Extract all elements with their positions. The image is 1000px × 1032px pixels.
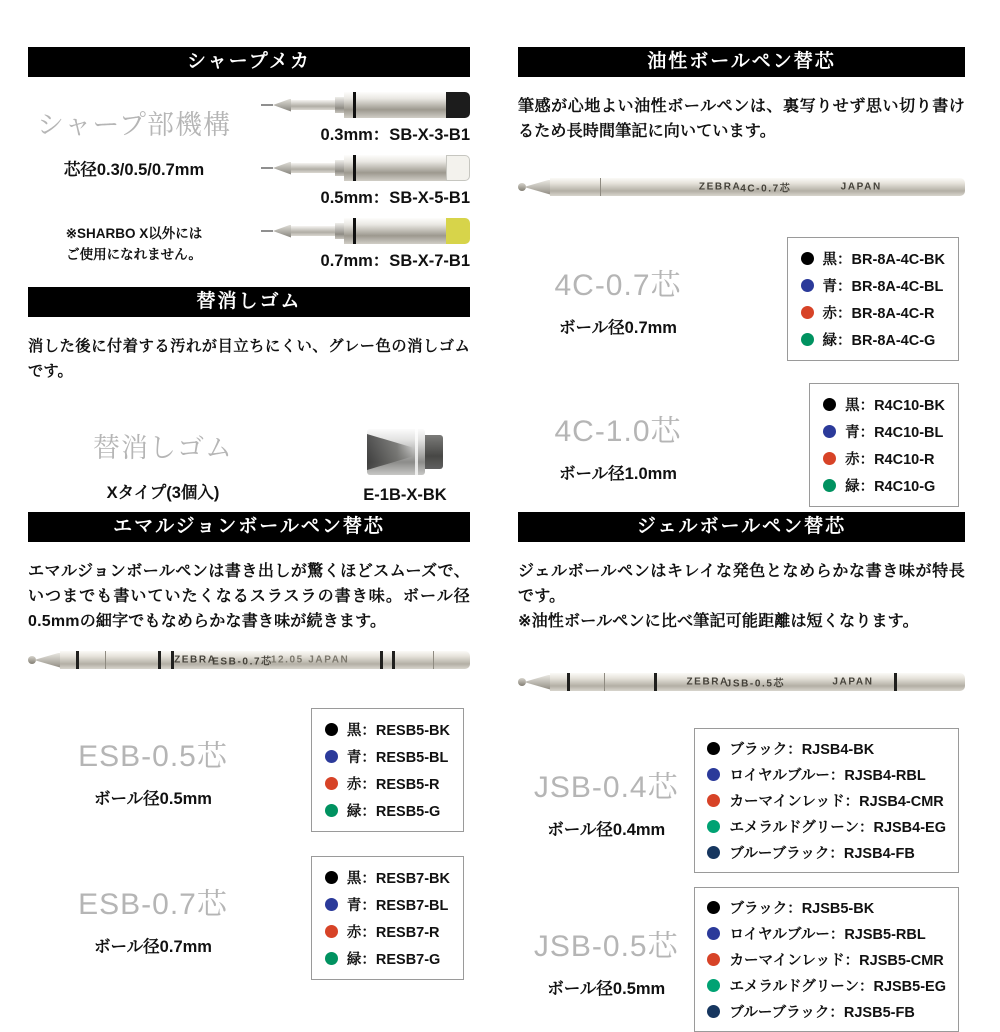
product-row (28, 708, 470, 832)
color-code: エメラルドグリーン：RJSB4-EG (729, 820, 946, 836)
product-info (518, 921, 694, 999)
color-row (707, 949, 946, 970)
desc-text: ボールペンは、裏写りせず思い切り書けるため長時間筆記に向いています。 (518, 98, 966, 140)
pen-model-label: 0.7mm：SB-X-7-B1 (320, 252, 470, 270)
color-dot (325, 750, 338, 763)
color-row (707, 764, 946, 785)
color-row (823, 475, 945, 496)
color-row (707, 816, 946, 837)
color-dot (823, 479, 836, 492)
color-dot (707, 953, 720, 966)
color-variants-box (809, 383, 959, 507)
pencil-band (353, 92, 356, 118)
color-dot (707, 846, 720, 859)
section-emulsion-ballpoint (28, 512, 470, 980)
product-name: 4C-0.7芯 (554, 269, 682, 302)
section-header: 替消しゴム (28, 287, 470, 317)
refill-body (550, 178, 965, 196)
refill-ring (567, 673, 570, 691)
gel-description (518, 559, 965, 634)
color-code: 赤：RESB5-R (346, 777, 440, 793)
product-row (518, 728, 965, 873)
refill-ring (654, 673, 657, 691)
section-header: エマルジョンボールペン替芯 (28, 512, 470, 542)
desc-bold-text: 油性 (634, 98, 668, 115)
color-code: 緑：R4C10-G (845, 479, 936, 495)
section-gel-ballpoint (518, 512, 965, 1032)
color-row (325, 867, 450, 888)
section-header: ジェルボールペン替芯 (518, 512, 965, 542)
product-row (28, 856, 470, 980)
color-row (325, 921, 450, 942)
oil-description (518, 94, 965, 144)
product-spec: ボール径0.4mm (547, 820, 666, 839)
color-row (707, 790, 946, 811)
pencil-barrel (344, 155, 446, 181)
color-dot (707, 979, 720, 992)
color-code: 黒：BR-8A-4C-BK (822, 252, 945, 268)
color-dot (707, 768, 720, 781)
refill-joint (604, 673, 605, 691)
refill-body (550, 673, 965, 691)
color-dot (823, 452, 836, 465)
color-variants-box (311, 708, 464, 832)
color-row (707, 738, 946, 759)
pencil-cone (273, 99, 291, 112)
pencil-shaft (291, 100, 335, 110)
product-info (518, 260, 718, 338)
color-dot (707, 820, 720, 833)
color-dot (325, 777, 338, 790)
eraser-row (28, 400, 470, 505)
color-code: ブラック：RJSB5-BK (729, 901, 875, 917)
section-eraser (28, 287, 470, 505)
desc-bold-text: エマルジョン (28, 563, 127, 580)
refill-print-brand: ZEBRA (698, 181, 742, 193)
color-row (707, 1001, 946, 1022)
desc-text: ボールペンはキレイな発色となめらかな書き味が特長です。 (518, 563, 965, 605)
desc-note-text: ※油性ボールペンに比べ筆記可能距離は短くなります。 (518, 613, 919, 630)
product-row (518, 383, 965, 507)
color-row (325, 948, 450, 969)
usage-note-line2: ご使用になれません。 (66, 246, 202, 262)
pen-model-label: 0.5mm：SB-X-5-B1 (320, 189, 470, 207)
color-row (707, 923, 946, 944)
eraser-metal-holder (367, 429, 425, 475)
color-row (325, 719, 450, 740)
section-oil-ballpoint (518, 47, 965, 507)
refill-ring (380, 651, 383, 669)
refill-print-origin: JAPAN (832, 676, 874, 688)
color-dot (325, 871, 338, 884)
usage-note (66, 224, 203, 266)
pencil-cap (446, 155, 470, 181)
refill-ring (158, 651, 161, 669)
color-row (325, 894, 450, 915)
refill-ring (76, 651, 79, 669)
color-row (823, 394, 945, 415)
color-dot (707, 1005, 720, 1018)
color-dot (707, 742, 720, 755)
color-dot (707, 794, 720, 807)
color-row (801, 275, 945, 296)
color-dot (823, 425, 836, 438)
refill-print-origin: JAPAN (840, 181, 882, 193)
product-name: 替消しゴム (93, 433, 233, 463)
refill-print-model: JSB-0.5芯 (725, 678, 786, 690)
refill-print-origin: 12.05 JAPAN (270, 654, 350, 666)
eraser-model-label: E-1B-X-BK (363, 486, 447, 504)
refill-image-esb (28, 650, 470, 670)
product-name: JSB-0.5芯 (533, 929, 679, 963)
refill-print-model: 4C-0.7芯 (740, 183, 792, 195)
product-spec: ボール径0.5mm (547, 979, 666, 998)
desc-text: 筆感が心地よい (518, 98, 635, 115)
refill-image-4c (518, 177, 965, 197)
sharp-mechanism-image (261, 154, 470, 182)
color-code: ロイヤルブルー：RJSB5-RBL (729, 927, 926, 943)
desc-text: ボールペンは書き出しが驚くほどスムーズで、いつまでも書いていたくなるスラスラの書き味。ボール径0.5mmの細字でもなめらかな書き味が続きます。 (28, 563, 471, 630)
sharp-mechanism-image (261, 91, 470, 119)
product-row (518, 887, 965, 1032)
product-info (28, 731, 278, 809)
product-name: ESB-0.7芯 (78, 888, 228, 921)
color-dot (801, 252, 814, 265)
color-row (801, 248, 945, 269)
section-header: シャープメカ (28, 47, 470, 77)
product-spec: ボール径1.0mm (559, 465, 677, 483)
sharp-info (28, 91, 240, 280)
color-dot (325, 804, 338, 817)
color-code: カーマインレッド：RJSB5-CMR (729, 953, 944, 969)
color-dot (325, 925, 338, 938)
section-sharp-mechanism (28, 47, 470, 280)
color-code: エメラルドグリーン：RJSB5-EG (729, 979, 946, 995)
refill-cone (34, 653, 60, 668)
refill-ring (392, 651, 395, 669)
color-row (707, 897, 946, 918)
color-code: ブラック：RJSB4-BK (729, 742, 875, 758)
color-code: 緑：RESB5-G (346, 804, 441, 820)
color-code: 青：R4C10-BL (845, 425, 944, 441)
color-variants-box (694, 887, 959, 1032)
color-dot (325, 952, 338, 965)
color-row (325, 773, 450, 794)
refill-joint (600, 178, 601, 196)
color-code: 赤：BR-8A-4C-R (822, 306, 935, 322)
color-dot (801, 279, 814, 292)
product-name: 4C-1.0芯 (554, 415, 682, 448)
color-row (823, 421, 945, 442)
color-dot (801, 333, 814, 346)
color-code: カーマインレッド：RJSB4-CMR (729, 794, 944, 810)
product-name: シャープ部機構 (36, 110, 232, 140)
section-header: 油性ボールペン替芯 (518, 47, 965, 77)
pencil-shaft (291, 226, 335, 236)
pencil-barrel (344, 92, 446, 118)
color-variants-box (311, 856, 464, 980)
color-dot (707, 927, 720, 940)
refill-joint (433, 651, 434, 669)
color-row (325, 800, 450, 821)
pencil-band (353, 155, 356, 181)
refill-print-brand: ZEBRA (174, 654, 217, 666)
product-info (28, 879, 278, 957)
pencil-collar (335, 97, 344, 113)
pencil-cone (273, 162, 291, 175)
color-code: 赤：RESB7-R (346, 925, 440, 941)
color-row (707, 842, 946, 863)
pencil-cap (446, 218, 470, 244)
color-dot (325, 898, 338, 911)
pencil-needle (261, 230, 273, 232)
refill-cone (524, 180, 550, 195)
pen-row (240, 217, 470, 271)
desc-bold-text: ジェル (518, 563, 568, 580)
color-dot (707, 901, 720, 914)
pencil-cone (273, 225, 291, 238)
usage-note-line1: ※SHARBO X以外には (65, 226, 203, 241)
emulsion-description (28, 559, 470, 634)
pencil-needle (261, 167, 273, 169)
color-code: 青：BR-8A-4C-BL (822, 279, 944, 295)
pen-row (240, 154, 470, 208)
product-name: JSB-0.4芯 (533, 770, 679, 804)
pen-model-label: 0.3mm：SB-X-3-B1 (320, 126, 470, 144)
refill-image-jsb (518, 672, 965, 692)
color-code: 黒：R4C10-BK (845, 398, 945, 414)
color-code: 緑：BR-8A-4C-G (822, 333, 936, 349)
color-code: 黒：RESB5-BK (346, 723, 450, 739)
refill-cone (524, 675, 550, 690)
pencil-band (353, 218, 356, 244)
product-name: ESB-0.5芯 (78, 740, 228, 773)
pencil-collar (335, 160, 344, 176)
pencil-needle (261, 104, 273, 106)
pencil-cap (446, 92, 470, 118)
pen-row (240, 91, 470, 145)
color-code: 青：RESB5-BL (346, 750, 449, 766)
color-code: 青：RESB7-BL (346, 898, 449, 914)
color-row (801, 329, 945, 350)
color-row (325, 746, 450, 767)
color-code: 赤：R4C10-R (845, 452, 935, 468)
product-info (518, 762, 694, 840)
eraser-description: 消した後に付着する汚れが目立ちにくい、グレー色の消しゴムです。 (28, 338, 470, 380)
product-row (518, 237, 965, 361)
product-spec: ボール径0.7mm (94, 938, 212, 956)
color-code: 黒：RESB7-BK (346, 871, 450, 887)
sharp-pen-list (240, 91, 470, 280)
product-spec: Xタイプ(3個入) (106, 484, 220, 502)
color-dot (801, 306, 814, 319)
product-info (518, 406, 718, 484)
color-row (801, 302, 945, 323)
color-code: ロイヤルブルー：RJSB4-RBL (729, 768, 926, 784)
pencil-collar (335, 223, 344, 239)
refill-print-model: ESB-0.7芯 (212, 656, 273, 668)
product-spec: ボール径0.7mm (559, 319, 677, 337)
eraser-rubber-tip (425, 435, 443, 469)
color-code: ブルーブラック：RJSB4-FB (729, 846, 915, 862)
color-code: ブルーブラック：RJSB5-FB (729, 1005, 915, 1021)
sharp-content (28, 91, 470, 280)
refill-body (60, 651, 470, 669)
refill-joint (105, 651, 106, 669)
color-row (707, 975, 946, 996)
refill-print-brand: ZEBRA (686, 676, 729, 688)
eraser-info (28, 400, 298, 503)
color-variants-box (787, 237, 959, 361)
pencil-shaft (291, 163, 335, 173)
product-spec: 芯径0.3/0.5/0.7mm (63, 161, 205, 179)
refill-ring (894, 673, 897, 691)
color-code: 緑：RESB7-G (346, 952, 441, 968)
color-row (823, 448, 945, 469)
sharp-mechanism-image (261, 217, 470, 245)
color-variants-box (694, 728, 959, 873)
color-dot (823, 398, 836, 411)
pencil-barrel (344, 218, 446, 244)
eraser-product (350, 400, 460, 505)
eraser-image (367, 428, 443, 476)
product-spec: ボール径0.5mm (94, 790, 212, 808)
color-dot (325, 723, 338, 736)
